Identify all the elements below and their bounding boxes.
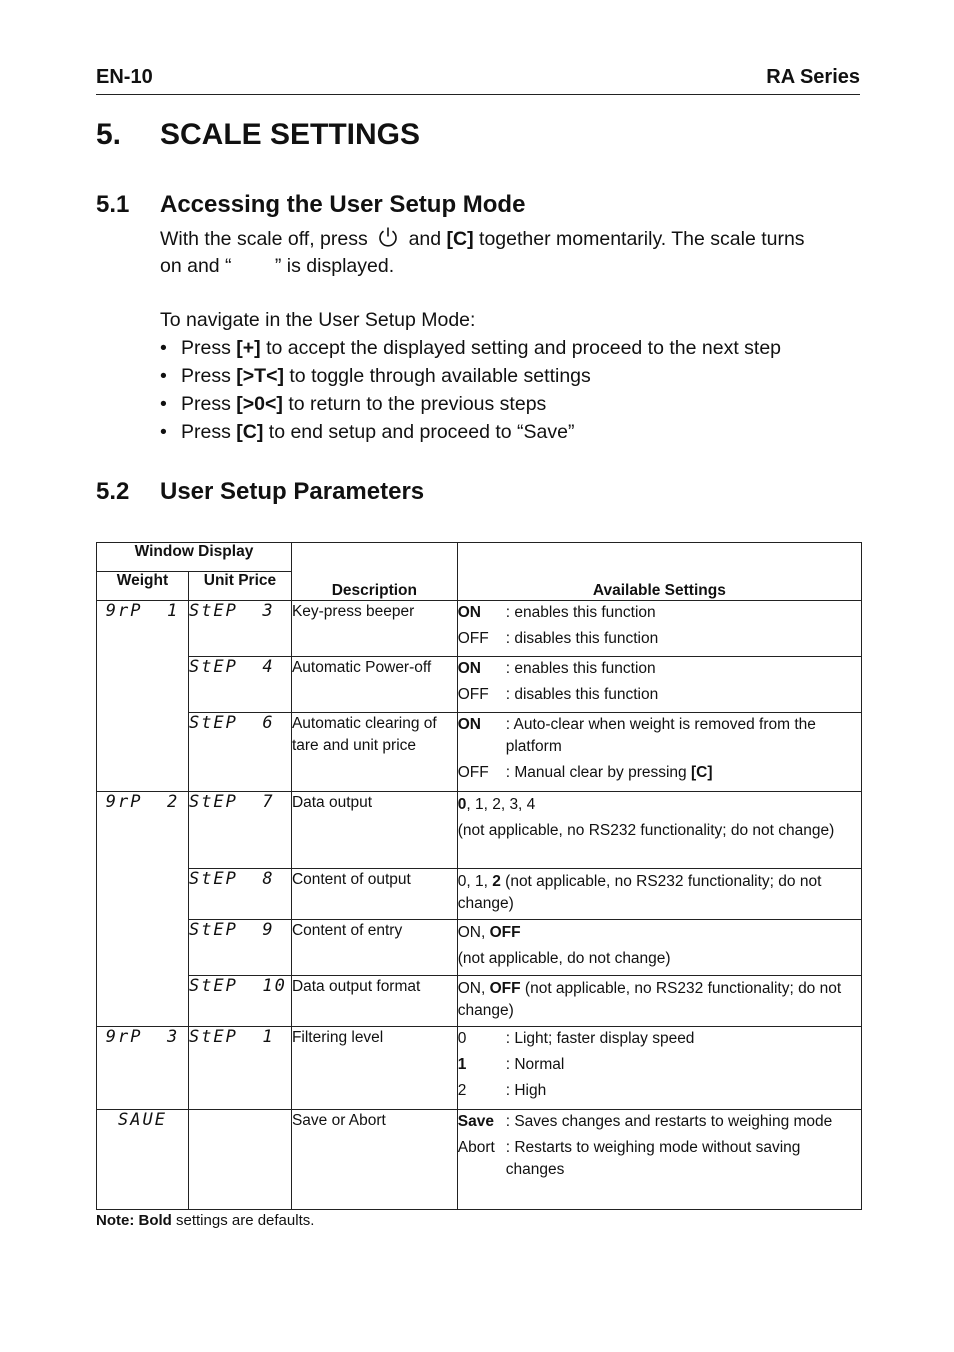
note-text: settings are defaults. <box>176 1212 315 1229</box>
step-display: StEP 3 <box>188 601 291 657</box>
row-description: Automatic clearing of tare and unit price <box>291 713 457 792</box>
nav-intro: To navigate in the User Setup Mode: <box>160 309 476 331</box>
header-description: Description <box>291 543 457 601</box>
setting-key: ON <box>457 660 481 677</box>
setting-note: (not applicable, no RS232 functionality; do not change) <box>457 822 835 839</box>
table-row <box>97 920 862 976</box>
row-description: Filtering level <box>291 1027 457 1110</box>
save-display: SAUE <box>97 1110 189 1210</box>
table-row <box>97 976 862 1027</box>
row-description: Data output <box>291 792 457 869</box>
step-display: StEP 1 <box>188 1027 291 1110</box>
header-unit-price: Unit Price <box>188 572 291 601</box>
step-display: StEP 9 <box>188 920 291 976</box>
bullet-item <box>160 418 781 446</box>
setting-default: OFF <box>489 980 521 997</box>
setting-value: : High <box>505 1082 547 1099</box>
intro-text-c: together momentarily. The scale turns <box>479 228 805 250</box>
bullet-key: [>0<] <box>236 393 283 415</box>
bullet-pre: Press <box>181 421 231 443</box>
intro-text-d: on and “ ” is displayed. <box>160 255 395 277</box>
page-number: EN-10 <box>96 66 153 88</box>
bullet-post: to toggle through available settings <box>289 365 591 387</box>
page-header <box>96 64 860 95</box>
setting-value: : enables this function <box>505 604 656 621</box>
setting-options: ON, <box>457 980 486 997</box>
step-display: StEP 8 <box>188 869 291 920</box>
note-label: Note: Bold <box>96 1212 172 1229</box>
setting-key: 1 <box>457 1056 467 1073</box>
bullet-pre: Press <box>181 393 231 415</box>
table-row <box>97 601 862 657</box>
subsection-5-1-title <box>96 191 525 219</box>
setting-options: 0, 1, <box>457 873 488 890</box>
bullet-key: [C] <box>236 421 264 443</box>
bullet-pre: Press <box>181 337 231 359</box>
row-description: Key-press beeper <box>291 601 457 657</box>
subsection-5-2-title <box>96 478 424 506</box>
power-icon <box>377 226 399 248</box>
subsection-number: 5.1 <box>96 191 130 218</box>
intro-text-b: and <box>408 228 442 250</box>
setting-options: ON, <box>457 924 486 941</box>
setting-key-c: [C] <box>690 764 713 781</box>
bullet-item <box>160 334 781 362</box>
setting-key: OFF <box>457 630 489 647</box>
step-display-empty <box>188 1110 291 1210</box>
nav-bullet-list <box>160 334 781 446</box>
table-row <box>97 713 862 792</box>
row-settings <box>457 1110 861 1210</box>
bullet-post: to accept the displayed setting and proceed to the next step <box>266 337 782 359</box>
row-settings <box>457 657 861 713</box>
step-display: StEP 6 <box>188 713 291 792</box>
header-window-display: Window Display <box>97 543 292 572</box>
bullet-post: to return to the previous steps <box>288 393 547 415</box>
row-description: Automatic Power-off <box>291 657 457 713</box>
section-title-text: SCALE SETTINGS <box>160 118 421 151</box>
bullet-item <box>160 362 781 390</box>
bullet-pre: Press <box>181 365 231 387</box>
row-settings <box>457 1027 861 1110</box>
setting-key: Abort <box>457 1139 495 1156</box>
setting-default: OFF <box>489 924 521 941</box>
setting-key: Save <box>457 1113 494 1130</box>
bullet-key: [>T<] <box>236 365 284 387</box>
setting-value: : Saves changes and restarts to weighing mode <box>505 1113 833 1130</box>
setting-key: 2 <box>457 1082 467 1099</box>
row-settings <box>457 713 861 792</box>
intro-text-a: With the scale off, press <box>160 228 368 250</box>
setting-options: , 1, 2, 3, 4 <box>466 796 536 813</box>
row-description: Save or Abort <box>291 1110 457 1210</box>
setting-note: (not applicable, do not change) <box>457 950 671 967</box>
header-available-settings: Available Settings <box>457 543 861 601</box>
setting-key: 0 <box>457 1030 467 1047</box>
setting-default: 2 <box>492 873 501 890</box>
row-description: Data output format <box>291 976 457 1027</box>
group-1-display: 9rP 1 <box>97 601 189 792</box>
table-row <box>97 1027 862 1110</box>
header-weight: Weight <box>97 572 189 601</box>
setting-note: (not applicable, no RS232 functionality; do not change) <box>457 873 822 912</box>
step-display: StEP 4 <box>188 657 291 713</box>
section-number: 5. <box>96 118 122 151</box>
table-note <box>96 1212 314 1229</box>
setting-key: OFF <box>457 764 489 781</box>
setting-value: : disables this function <box>505 686 659 703</box>
setting-default: 0 <box>457 796 467 813</box>
bullet-dot-icon: • <box>160 393 167 415</box>
setting-value: : Restarts to weighing mode without saving changes <box>505 1139 801 1178</box>
group-3-display: 9rP 3 <box>97 1027 189 1110</box>
setting-value: : Manual clear by pressing <box>505 764 687 781</box>
step-display: StEP 7 <box>188 792 291 869</box>
setting-key: ON <box>457 716 481 733</box>
step-display: StEP 10 <box>188 976 291 1027</box>
table-row <box>97 792 862 869</box>
user-setup-parameters-table <box>96 542 862 1210</box>
bullet-key: [+] <box>236 337 261 359</box>
series-title: RA Series <box>766 66 860 88</box>
bullet-post: to end setup and proceed to “Save” <box>268 421 575 443</box>
setting-key: OFF <box>457 686 489 703</box>
row-settings <box>457 920 861 976</box>
setting-key: ON <box>457 604 481 621</box>
subsection-number: 5.2 <box>96 478 130 505</box>
bullet-item <box>160 390 781 418</box>
setting-value: : Normal <box>505 1056 565 1073</box>
row-settings <box>457 792 861 869</box>
row-description: Content of output <box>291 869 457 920</box>
bullet-dot-icon: • <box>160 337 167 359</box>
row-description: Content of entry <box>291 920 457 976</box>
group-2-display: 9rP 2 <box>97 792 189 1027</box>
subsection-title-text: User Setup Parameters <box>160 478 425 505</box>
setting-value: : disables this function <box>505 630 659 647</box>
section-title <box>96 118 420 152</box>
bullet-dot-icon: • <box>160 365 167 387</box>
setting-value: : Auto-clear when weight is removed from the platform <box>505 716 816 755</box>
bullet-dot-icon: • <box>160 421 167 443</box>
table-row <box>97 1110 862 1210</box>
setting-value: : enables this function <box>505 660 656 677</box>
setting-note: (not applicable, no RS232 functionality; do not change) <box>457 980 842 1019</box>
row-settings <box>457 976 861 1027</box>
row-settings <box>457 601 861 657</box>
subsection-title-text: Accessing the User Setup Mode <box>160 191 526 218</box>
row-settings <box>457 869 861 920</box>
table-row <box>97 657 862 713</box>
setting-value: : Light; faster display speed <box>505 1030 695 1047</box>
table-row <box>97 869 862 920</box>
intro-key-c: [C] <box>446 228 474 250</box>
intro-paragraph <box>160 226 805 280</box>
